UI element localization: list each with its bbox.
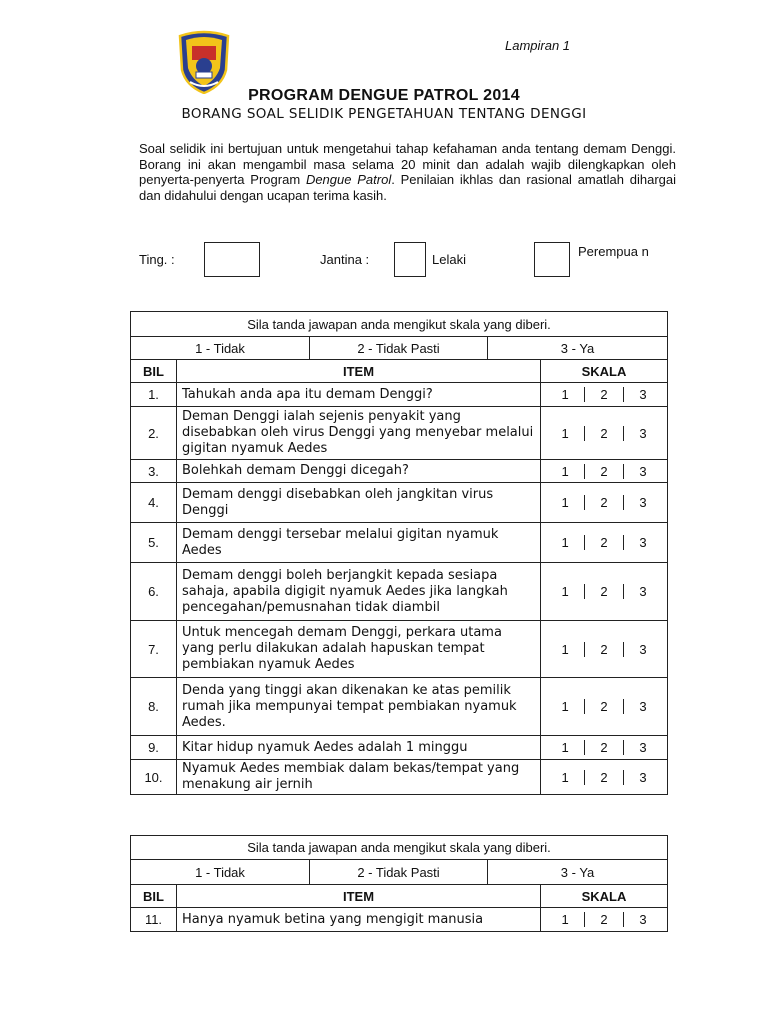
question-text: Kitar hidup nyamuk Aedes adalah 1 minggu: [177, 736, 541, 760]
intro-paragraph: [139, 141, 676, 203]
scale-options: [541, 621, 668, 678]
scale-option-1[interactable]: 1: [546, 740, 585, 755]
scale-options: [541, 460, 668, 483]
question-number: 10.: [131, 760, 177, 795]
question-number: 9.: [131, 736, 177, 760]
legend-tidak-pasti: 2 - Tidak Pasti: [310, 337, 488, 360]
scale-options: [541, 483, 668, 523]
scale-option-1[interactable]: 1: [546, 584, 585, 599]
scale-option-1[interactable]: 1: [546, 387, 585, 402]
legend-ya: 3 - Ya: [488, 337, 668, 360]
question-row: [131, 523, 668, 563]
scale-option-1[interactable]: 1: [546, 426, 585, 441]
scale-option-2[interactable]: 2: [585, 642, 624, 657]
scale-option-2[interactable]: 2: [585, 584, 624, 599]
scale-option-2[interactable]: 2: [585, 426, 624, 441]
scale-option-1[interactable]: 1: [546, 495, 585, 510]
question-text: Demam denggi disebabkan oleh jangkitan virus Denggi: [177, 483, 541, 523]
questionnaire-table-2: [130, 835, 668, 932]
question-number: 6.: [131, 563, 177, 621]
perempuan-label: Perempua n: [578, 244, 649, 259]
question-row: [131, 460, 668, 483]
question-number: 4.: [131, 483, 177, 523]
questionnaire-table-1: [130, 311, 668, 795]
header-bil: BIL: [131, 885, 177, 908]
scale-option-2[interactable]: 2: [585, 699, 624, 714]
scale-option-2[interactable]: 2: [585, 387, 624, 402]
scale-instruction: Sila tanda jawapan anda mengikut skala yang diberi.: [131, 836, 668, 860]
scale-option-3[interactable]: 3: [639, 463, 647, 479]
question-number: 3.: [131, 460, 177, 483]
question-row: [131, 383, 668, 407]
scale-option-3[interactable]: 3: [639, 387, 647, 402]
scale-option-1[interactable]: 1: [546, 699, 585, 714]
question-row: [131, 736, 668, 760]
question-text: Demam denggi tersebar melalui gigitan nyamuk Aedes: [177, 523, 541, 563]
legend-ya: 3 - Ya: [488, 860, 668, 885]
ting-label: Ting. :: [139, 252, 175, 267]
legend-tidak: 1 - Tidak: [131, 337, 310, 360]
scale-options: [541, 678, 668, 736]
question-row: [131, 407, 668, 460]
question-text: Tahukah anda apa itu demam Denggi?: [177, 383, 541, 407]
scale-option-3[interactable]: 3: [639, 641, 647, 657]
question-row: [131, 621, 668, 678]
question-text: Nyamuk Aedes membiak dalam bekas/tempat yang menakung air jernih: [177, 760, 541, 795]
question-text: Denda yang tinggi akan dikenakan ke atas pemilik rumah jika mempunyai tempat pembiakan nyamuk Aedes.: [177, 678, 541, 736]
scale-option-1[interactable]: 1: [546, 770, 585, 785]
scale-option-2[interactable]: 2: [585, 464, 624, 479]
scale-options: [541, 736, 668, 760]
scale-option-1[interactable]: 1: [546, 464, 585, 479]
question-number: 8.: [131, 678, 177, 736]
scale-option-3[interactable]: 3: [639, 769, 647, 785]
legend-tidak-pasti: 2 - Tidak Pasti: [310, 860, 488, 885]
question-row: [131, 678, 668, 736]
jantina-label: Jantina :: [320, 252, 370, 267]
ting-input-box[interactable]: [204, 242, 260, 277]
scale-options: [541, 383, 668, 407]
intro-text-italic: Dengue Patrol: [305, 172, 392, 187]
header-skala: SKALA: [541, 360, 668, 383]
question-text: Deman Denggi ialah sejenis penyakit yang disebabkan oleh virus Denggi yang menyebar melalui gigitan nyamuk Aedes: [177, 407, 541, 460]
document-title: PROGRAM DENGUE PATROL 2014: [248, 87, 520, 104]
scale-options: [541, 407, 668, 460]
question-text: Untuk mencegah demam Denggi, perkara utama yang perlu dilakukan adalah hapuskan tempat pembiakan nyamuk Aedes: [177, 621, 541, 678]
question-number: 1.: [131, 383, 177, 407]
scale-option-3[interactable]: 3: [639, 535, 647, 550]
legend-tidak: 1 - Tidak: [131, 860, 310, 885]
question-number: 7.: [131, 621, 177, 678]
scale-options: [541, 563, 668, 621]
scale-option-1[interactable]: 1: [546, 535, 585, 550]
question-text: Bolehkah demam Denggi dicegah?: [177, 460, 541, 483]
scale-option-2[interactable]: 2: [585, 770, 624, 785]
scale-options: [541, 523, 668, 563]
scale-option-3[interactable]: 3: [639, 584, 647, 599]
scale-option-3[interactable]: 3: [639, 699, 647, 714]
lelaki-checkbox[interactable]: [394, 242, 426, 277]
scale-option-3[interactable]: 3: [639, 740, 647, 755]
lelaki-label: Lelaki: [432, 252, 466, 267]
header-item: ITEM: [177, 360, 541, 383]
question-number: 2.: [131, 407, 177, 460]
school-crest-logo: [176, 30, 232, 94]
scale-option-1[interactable]: 1: [546, 642, 585, 657]
scale-instruction: Sila tanda jawapan anda mengikut skala yang diberi.: [131, 312, 668, 337]
question-number: 5.: [131, 523, 177, 563]
scale-options: [541, 760, 668, 795]
scale-option-3[interactable]: 3: [639, 495, 647, 510]
question-row: [131, 563, 668, 621]
intro-text-before: Soal selidik ini bertujuan untuk mengetahui tahap kefahaman anda tentang demam Denggi. Borang ini akan mengambil masa selama 20 minit dan adalah wajib dilengkapkan oleh penyerta-penyerta Program: [139, 141, 676, 187]
question-row: [131, 483, 668, 523]
question-row: [131, 760, 668, 795]
scale-option-3[interactable]: 3: [639, 425, 647, 441]
scale-options: [541, 908, 668, 932]
document-subtitle: BORANG SOAL SELIDIK PENGETAHUAN TENTANG DENGGI: [181, 106, 587, 122]
question-text: Demam denggi boleh berjangkit kepada sesiapa sahaja, apabila digigit nyamuk Aedes jika langkah pencegahan/pemusnahan tidak diambil: [177, 563, 541, 621]
header-bil: BIL: [131, 360, 177, 383]
scale-option-2[interactable]: 2: [585, 912, 624, 927]
header-skala: SKALA: [541, 885, 668, 908]
scale-option-2[interactable]: 2: [585, 740, 624, 755]
scale-option-3[interactable]: 3: [639, 912, 647, 927]
header-item: ITEM: [177, 885, 541, 908]
lampiran-label: Lampiran 1: [505, 38, 571, 53]
perempuan-checkbox[interactable]: [534, 242, 570, 277]
question-text: Hanya nyamuk betina yang mengigit manusia: [177, 908, 541, 932]
intro-text-after: . Penilaian ikhlas dan rasional amatlah dihargai dan didahului dengan ucapan terima kasih.: [139, 172, 676, 203]
scale-option-2[interactable]: 2: [585, 535, 624, 550]
question-row: [131, 908, 668, 932]
scale-option-1[interactable]: 1: [546, 912, 585, 927]
question-number: 11.: [131, 908, 177, 932]
scale-option-2[interactable]: 2: [585, 495, 624, 510]
